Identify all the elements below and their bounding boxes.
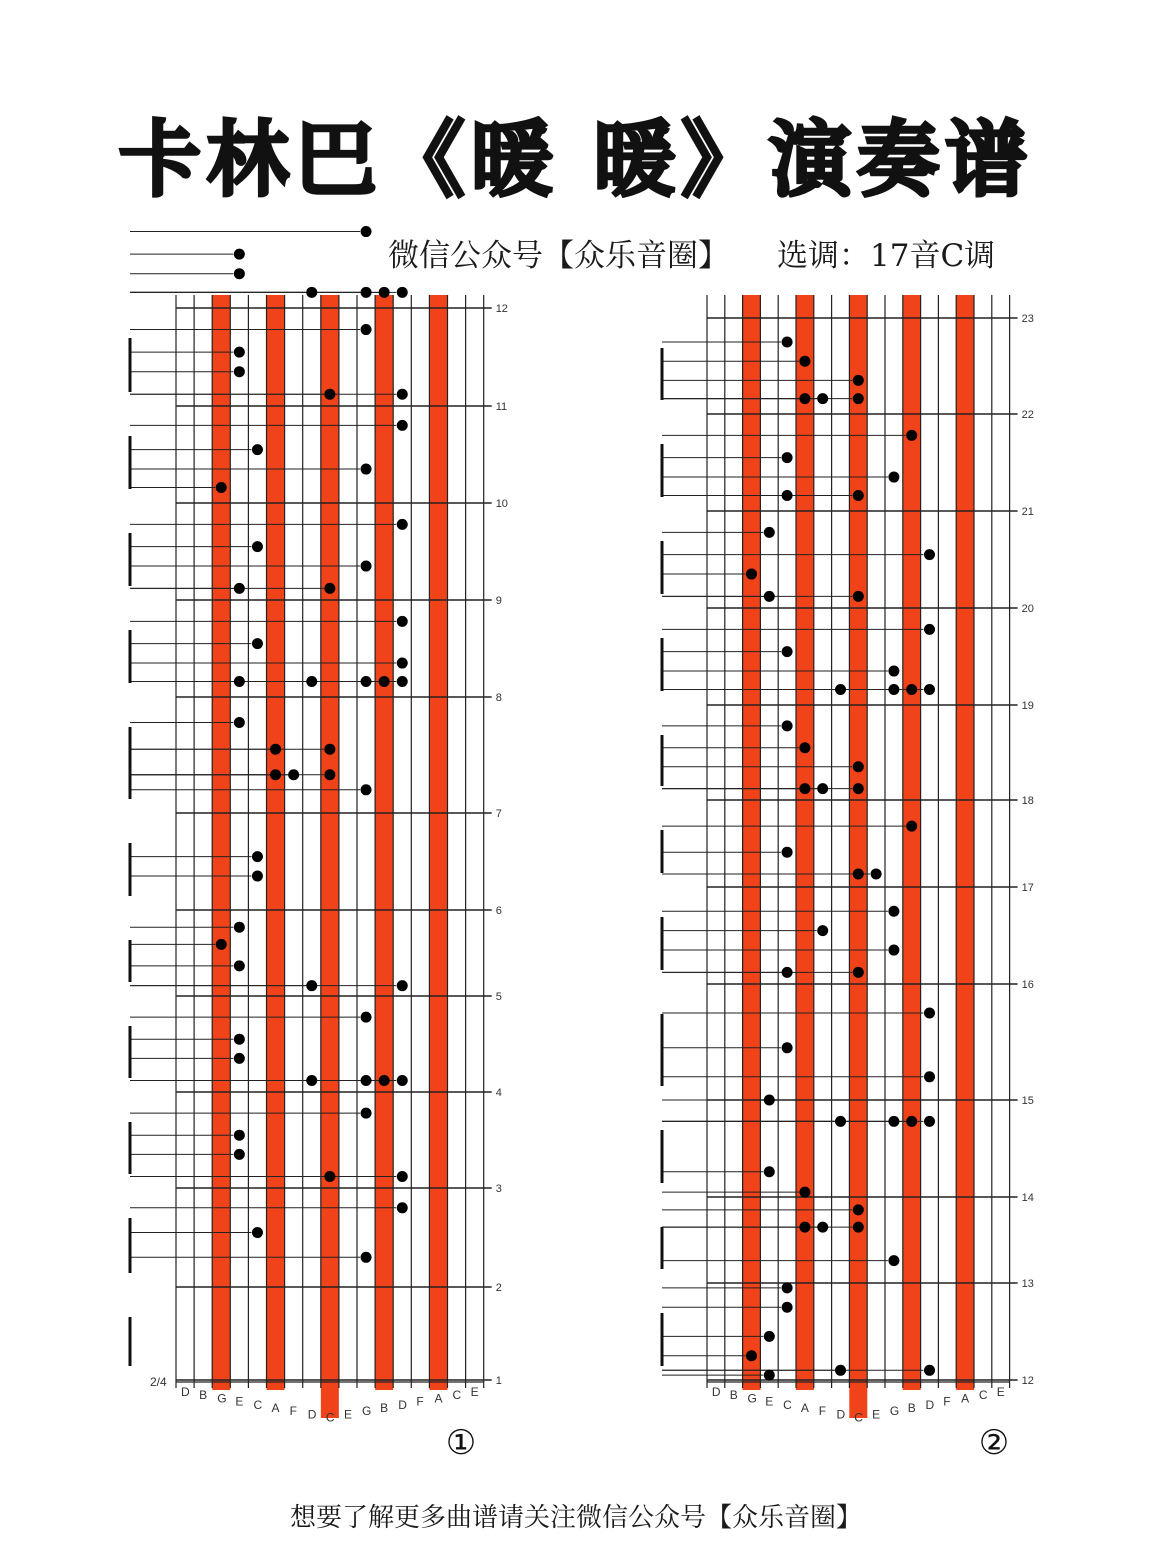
highlight-tine bbox=[267, 295, 285, 1390]
note-dot bbox=[782, 720, 793, 731]
note-dot bbox=[782, 1042, 793, 1053]
tine-label: G bbox=[747, 1391, 757, 1406]
note-dot bbox=[799, 783, 810, 794]
measure-number: 23 bbox=[1021, 313, 1034, 325]
note-dot bbox=[379, 287, 390, 298]
note-dot bbox=[799, 356, 810, 367]
measure-number: 14 bbox=[1021, 1192, 1034, 1204]
tine-label: A bbox=[434, 1391, 443, 1406]
tine-label: B bbox=[199, 1388, 208, 1403]
note-dot bbox=[324, 583, 335, 594]
tine-label: A bbox=[800, 1401, 809, 1415]
note-dot bbox=[234, 249, 245, 260]
note-dot bbox=[379, 1075, 390, 1086]
note-dot bbox=[324, 744, 335, 755]
note-dot bbox=[361, 1012, 372, 1023]
note-dot bbox=[397, 1075, 408, 1086]
note-dot bbox=[234, 1053, 245, 1064]
note-dot bbox=[234, 717, 245, 728]
note-dot bbox=[252, 638, 263, 649]
tine-label: E bbox=[996, 1385, 1005, 1399]
note-dot bbox=[234, 366, 245, 377]
note-dot bbox=[764, 1095, 775, 1106]
measure-number: 9 bbox=[495, 595, 502, 607]
note-dot bbox=[782, 452, 793, 463]
tine-label: E bbox=[343, 1407, 352, 1422]
tine-label: F bbox=[289, 1404, 297, 1419]
note-dot bbox=[270, 769, 281, 780]
tine-label: D bbox=[181, 1385, 190, 1399]
note-dot bbox=[252, 1227, 263, 1238]
note-dot bbox=[924, 1116, 935, 1127]
note-dot bbox=[397, 287, 408, 298]
note-dot bbox=[906, 821, 917, 832]
note-dot bbox=[799, 1222, 810, 1233]
note-dot bbox=[782, 1302, 793, 1313]
measure-number: 6 bbox=[495, 905, 502, 917]
tab-panel-1 bbox=[130, 226, 508, 1462]
note-dot bbox=[324, 389, 335, 400]
measure-number: 19 bbox=[1021, 700, 1034, 712]
highlight-tine bbox=[743, 295, 761, 1390]
highlight-tine bbox=[321, 295, 339, 1418]
measure-number: 7 bbox=[495, 808, 502, 820]
note-dot bbox=[799, 1187, 810, 1198]
measure-number: 11 bbox=[495, 401, 508, 413]
note-dot bbox=[379, 676, 390, 687]
note-dot bbox=[361, 464, 372, 475]
note-dot bbox=[853, 761, 864, 772]
note-dot bbox=[234, 922, 245, 933]
tine-label: D bbox=[925, 1397, 935, 1412]
measure-number: 4 bbox=[495, 1087, 502, 1099]
tine-label: F bbox=[416, 1394, 424, 1409]
note-dot bbox=[782, 847, 793, 858]
note-dot bbox=[853, 490, 864, 501]
note-dot bbox=[782, 490, 793, 501]
note-dot bbox=[252, 871, 263, 882]
note-dot bbox=[817, 393, 828, 404]
highlight-tine bbox=[903, 295, 921, 1390]
note-dot bbox=[764, 1331, 775, 1342]
note-dot bbox=[906, 684, 917, 695]
tine-label: C bbox=[325, 1410, 335, 1425]
note-dot bbox=[361, 676, 372, 687]
tine-label: D bbox=[398, 1397, 407, 1412]
note-dot bbox=[764, 1370, 775, 1381]
note-dot bbox=[361, 1108, 372, 1119]
note-dot bbox=[853, 375, 864, 386]
highlight-tine bbox=[956, 295, 974, 1390]
highlight-tine bbox=[849, 295, 867, 1418]
note-dot bbox=[234, 960, 245, 971]
note-dot bbox=[397, 616, 408, 627]
measure-number: 8 bbox=[495, 692, 502, 704]
note-dot bbox=[234, 268, 245, 279]
tine-label: C bbox=[854, 1410, 863, 1425]
tine-label: G bbox=[362, 1404, 372, 1419]
note-dot bbox=[234, 347, 245, 358]
note-dot bbox=[397, 519, 408, 530]
measure-number: 17 bbox=[1021, 882, 1034, 894]
page-number: ② bbox=[978, 1424, 1010, 1462]
tine-label: C bbox=[978, 1388, 988, 1403]
note-dot bbox=[746, 569, 757, 580]
highlight-tine bbox=[429, 295, 447, 1390]
note-dot bbox=[306, 676, 317, 687]
tine-label: G bbox=[889, 1404, 900, 1419]
note-dot bbox=[397, 980, 408, 991]
tine-label: E bbox=[470, 1385, 479, 1399]
key-label: 选调：17音C调 bbox=[777, 238, 996, 274]
measure-number: 5 bbox=[495, 991, 502, 1003]
note-dot bbox=[924, 1008, 935, 1019]
note-dot bbox=[888, 945, 899, 956]
measure-number: 15 bbox=[1021, 1095, 1034, 1107]
highlight-tine bbox=[212, 295, 230, 1390]
measure-number: 12 bbox=[495, 303, 508, 315]
note-dot bbox=[835, 684, 846, 695]
note-dot bbox=[853, 393, 864, 404]
note-dot bbox=[853, 868, 864, 879]
note-dot bbox=[782, 337, 793, 348]
note-dot bbox=[853, 1222, 864, 1233]
tine-label: B bbox=[380, 1401, 389, 1415]
measure-number: 22 bbox=[1021, 409, 1034, 421]
measure-number: 20 bbox=[1021, 603, 1034, 615]
note-dot bbox=[234, 676, 245, 687]
note-dot bbox=[906, 1116, 917, 1127]
note-dot bbox=[361, 1252, 372, 1263]
note-dot bbox=[782, 1282, 793, 1293]
note-dot bbox=[361, 324, 372, 335]
note-dot bbox=[397, 1202, 408, 1213]
note-dot bbox=[361, 561, 372, 572]
note-dot bbox=[764, 591, 775, 602]
note-dot bbox=[888, 684, 899, 695]
note-dot bbox=[764, 527, 775, 538]
note-dot bbox=[361, 287, 372, 298]
tine-label: C bbox=[783, 1397, 792, 1412]
measure-number: 21 bbox=[1021, 506, 1034, 518]
note-dot bbox=[906, 430, 917, 441]
tine-label: F bbox=[943, 1394, 951, 1409]
note-dot bbox=[234, 1149, 245, 1160]
note-dot bbox=[853, 591, 864, 602]
note-dot bbox=[871, 868, 882, 879]
note-dot bbox=[234, 1130, 245, 1141]
page-number: ① bbox=[445, 1424, 477, 1462]
note-dot bbox=[361, 784, 372, 795]
note-dot bbox=[782, 967, 793, 978]
tine-label: B bbox=[729, 1388, 738, 1403]
note-dot bbox=[234, 583, 245, 594]
note-dot bbox=[361, 1075, 372, 1086]
measure-number: 10 bbox=[495, 498, 508, 510]
note-dot bbox=[397, 1171, 408, 1182]
note-dot bbox=[397, 676, 408, 687]
tab-panel-2 bbox=[662, 295, 1034, 1462]
note-dot bbox=[853, 783, 864, 794]
note-dot bbox=[782, 646, 793, 657]
note-dot bbox=[888, 472, 899, 483]
note-dot bbox=[234, 1034, 245, 1045]
note-dot bbox=[270, 744, 281, 755]
note-dot bbox=[361, 226, 372, 237]
tine-label: C bbox=[253, 1397, 263, 1412]
tine-label: E bbox=[872, 1407, 881, 1422]
note-dot bbox=[306, 1075, 317, 1086]
note-dot bbox=[252, 851, 263, 862]
footer-text: 想要了解更多曲谱请关注微信公众号【众乐音圈】 bbox=[289, 1503, 862, 1533]
tine-label: E bbox=[235, 1394, 244, 1409]
note-dot bbox=[324, 1171, 335, 1182]
measure-number: 12 bbox=[1021, 1375, 1034, 1387]
note-dot bbox=[306, 287, 317, 298]
note-dot bbox=[888, 666, 899, 677]
note-dot bbox=[835, 1116, 846, 1127]
note-dot bbox=[397, 420, 408, 431]
measure-number: 1 bbox=[495, 1375, 502, 1387]
note-dot bbox=[888, 906, 899, 917]
note-dot bbox=[888, 1116, 899, 1127]
note-dot bbox=[252, 541, 263, 552]
note-dot bbox=[924, 624, 935, 635]
tine-label: F bbox=[818, 1404, 827, 1419]
note-dot bbox=[835, 1365, 846, 1376]
note-dot bbox=[799, 393, 810, 404]
note-dot bbox=[306, 980, 317, 991]
tine-label: C bbox=[452, 1388, 462, 1403]
note-dot bbox=[817, 1222, 828, 1233]
measure-number: 13 bbox=[1021, 1278, 1034, 1290]
note-dot bbox=[799, 742, 810, 753]
note-dot bbox=[216, 939, 227, 950]
tine-label: E bbox=[765, 1394, 774, 1409]
note-dot bbox=[888, 1255, 899, 1266]
time-signature: 2/4 bbox=[150, 1375, 167, 1389]
note-dot bbox=[746, 1350, 757, 1361]
tine-label: D bbox=[711, 1385, 721, 1399]
note-dot bbox=[397, 389, 408, 400]
note-dot bbox=[924, 1365, 935, 1376]
tine-label: D bbox=[307, 1407, 317, 1422]
note-dot bbox=[817, 925, 828, 936]
note-dot bbox=[924, 549, 935, 560]
note-dot bbox=[924, 684, 935, 695]
measure-number: 2 bbox=[495, 1282, 502, 1294]
tine-label: G bbox=[217, 1391, 227, 1406]
note-dot bbox=[853, 1204, 864, 1215]
measure-number: 18 bbox=[1021, 795, 1034, 807]
tine-label: A bbox=[271, 1401, 280, 1415]
note-dot bbox=[252, 444, 263, 455]
tine-label: D bbox=[836, 1407, 846, 1422]
tine-label: A bbox=[961, 1391, 970, 1406]
note-dot bbox=[288, 769, 299, 780]
source-label: 微信公众号【众乐音圈】 bbox=[388, 238, 729, 274]
note-dot bbox=[397, 658, 408, 669]
note-dot bbox=[817, 783, 828, 794]
note-dot bbox=[216, 482, 227, 493]
highlight-tine bbox=[375, 295, 393, 1390]
page-title: 卡林巴《暖 暖》演奏谱 bbox=[118, 113, 1034, 208]
measure-number: 3 bbox=[495, 1183, 502, 1195]
note-dot bbox=[324, 769, 335, 780]
measure-number: 16 bbox=[1021, 979, 1034, 991]
note-dot bbox=[853, 967, 864, 978]
tine-label: B bbox=[907, 1401, 916, 1415]
note-dot bbox=[924, 1071, 935, 1082]
note-dot bbox=[764, 1166, 775, 1177]
